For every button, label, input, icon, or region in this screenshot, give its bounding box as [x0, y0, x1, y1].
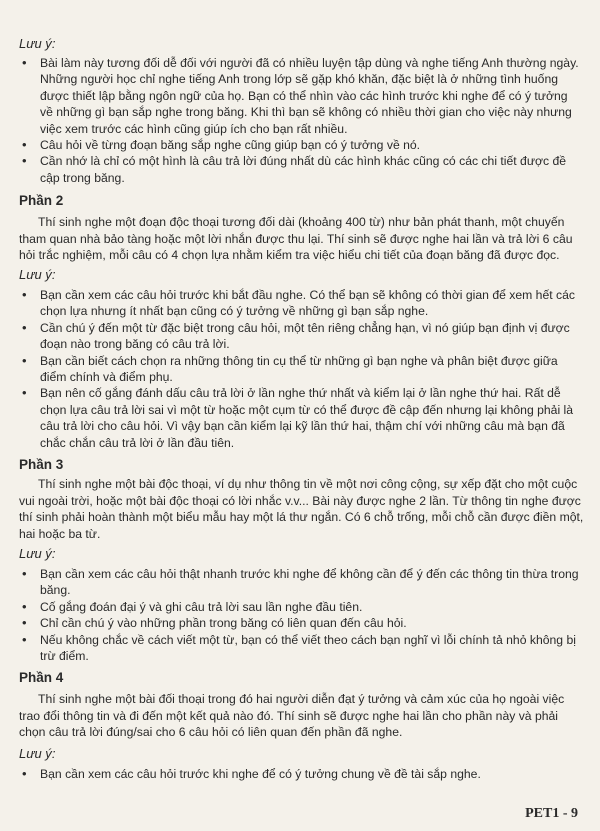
section-notes-list	[19, 566, 579, 664]
note-label: Lưu ý :	[19, 267, 55, 282]
list-item: • Cố gắng đoán đại ý và ghi câu trả lời sau lần nghe đầu tiên.	[19, 599, 579, 615]
section-notes-list	[19, 766, 579, 782]
list-item: • Bạn cần xem các câu hỏi thật nhanh trước khi nghe để không cần để ý đến các thông tin thừa trong băng.	[19, 566, 579, 599]
intro-notes-list	[19, 55, 579, 186]
note-label: Lưu ý :	[19, 746, 55, 761]
list-item: • Nếu không chắc về cách viết một từ, bạn có thể viết theo cách bạn nghĩ vì lỗi chính tả nhỏ không bị trừ điểm.	[19, 632, 579, 665]
list-item: • Chỉ cần chú ý vào những phần trong băng có liên quan đến câu hỏi.	[19, 615, 579, 631]
section-notes-list	[19, 287, 579, 451]
section-paragraph: Thí sinh nghe một bài đối thoại trong đó hai người diễn đạt ý tưởng và cảm xúc của họ ngoài việc trao đổi thông tin và đi đến một kết quả nào đó. Thí sinh sẽ được nghe hai lần cho phần này và phải chọn câu trả lời đúng/sai cho 6 câu hỏi có liên quan đến phần đã nghe.	[19, 692, 565, 740]
list-item: • Bài làm này tương đối dễ đối với người đã có nhiều luyện tập dùng và nghe tiếng Anh thường ngày. Những người học chỉ nghe tiếng Anh trong lớp sẽ gặp khó khăn, đặc biệt là ở những tình huống được thiết lập bằng ngôn ngữ của họ. Bạn có thể nhìn vào các hình trước khi nghe để có ý tưởng về những gì bạn sắp nghe trong băng. Khi thì bạn sẽ không có nhiều thời gian cho việc này nhưng việc xem trước các hình cũng giúp ích cho bạn rất nhiều.	[19, 55, 579, 137]
note-label: Lưu ý :	[19, 546, 55, 561]
section-heading: Phần 3	[19, 457, 64, 472]
list-item: • Cần nhớ là chỉ có một hình là câu trả lời đúng nhất dù các hình khác cũng có các chi tiết được đề cập trong băng.	[19, 153, 579, 186]
list-item: • Cần chú ý đến một từ đặc biệt trong câu hỏi, một tên riêng chẳng hạn, vì nó giúp bạn định vị được đoạn nào trong băng có câu trả lời.	[19, 320, 579, 353]
section-paragraph: Thí sinh nghe một đoạn độc thoại tương đối dài (khoảng 400 từ) như bản phát thanh, một chuyến tham quan nhà bảo tàng hoặc một lời nhắn được thu lại. Thí sinh sẽ được nghe hai lần và trả lời 6 câu hỏi trắc nghiệm, mỗi câu có 4 chọn lựa nhằm kiểm tra việc hiểu chi tiết của đoạn băng đã được đọc.	[19, 215, 573, 263]
section-paragraph: Thí sinh nghe một bài độc thoại, ví dụ như thông tin về một nơi công cộng, sự xếp đặt cho một cuộc vui ngoài trời, hoặc một bài độc thoại có lời nhắc v.v... Bài này được nghe 2 lần. Từ thông tin nghe được thí sinh phải hoàn thành một biểu mẫu hay một lá thư ngắn. Có 6 chỗ trống, mỗi chỗ cần được điền một, hai hoặc ba từ.	[19, 477, 584, 541]
list-item: • Bạn cần xem các câu hỏi trước khi bắt đầu nghe. Có thể bạn sẽ không có thời gian để xem hết các chọn lựa nhưng ít nhất bạn cũng có ý tưởng về những gì bạn sắp nghe.	[19, 287, 579, 320]
section-heading: Phần 2	[19, 193, 64, 208]
list-item: • Câu hỏi về từng đoạn băng sắp nghe cũng giúp bạn có ý tưởng về nó.	[19, 137, 579, 153]
page-number: PET1 - 9	[525, 806, 578, 821]
list-item: • Bạn cần biết cách chọn ra những thông tin cụ thể từ những gì bạn nghe và phân biệt được giữa điểm chính và điểm phụ.	[19, 353, 579, 386]
list-item: • Bạn cần xem các câu hỏi trước khi nghe để có ý tưởng chung về đề tài sắp nghe.	[19, 766, 579, 782]
list-item: • Bạn nên cố gắng đánh dấu câu trả lời ở lần nghe thứ nhất và kiểm lại ở lần nghe thứ hai. Rất dễ chọn lựa câu trả lời sai vì một từ hoặc một cụm từ có thể được đề cập đến nhưng lại không phải là câu trả lời cho câu hỏi. Vì vậy bạn cần kiểm lại kỹ lần thứ hai, thậm chí với những câu mà bạn đã chắc chắn câu trả lời ở lần đầu tiên.	[19, 385, 579, 451]
section-heading: Phần 4	[19, 670, 64, 685]
note-label: Lưu ý :	[19, 36, 55, 51]
